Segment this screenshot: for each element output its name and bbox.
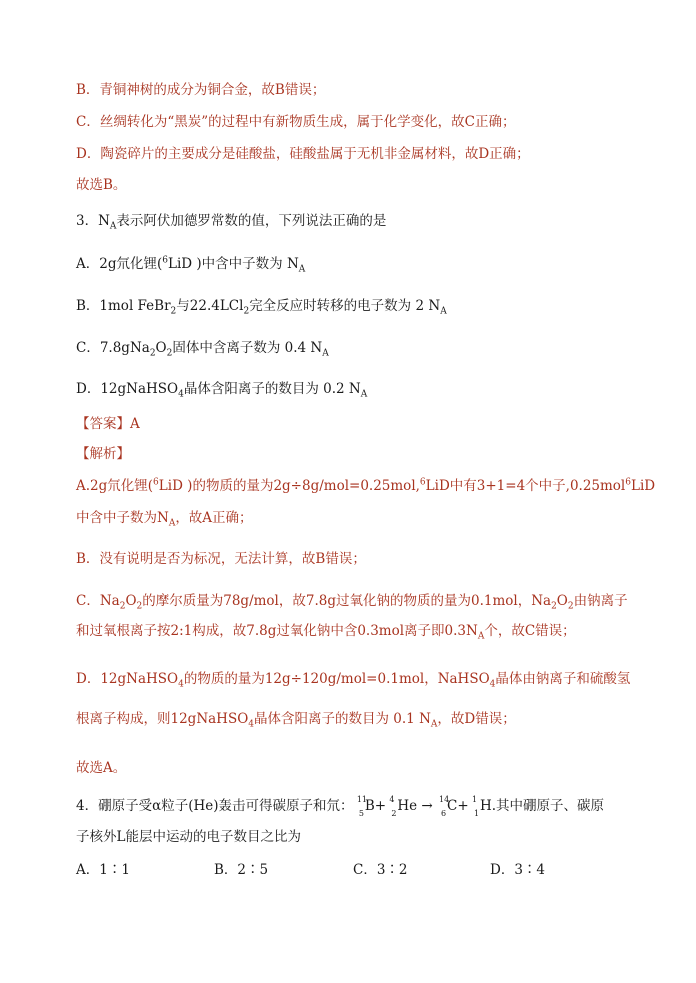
q3-exp-a-line2: 中含中子数为$N_A$，故A正确； [76, 510, 253, 529]
q3-exp-c-line2: 和过氧根离子按2:1构成，故7.8g过氧化钠中含0.3mol离子即$0.3N_A$个，故C错误； [76, 623, 576, 642]
q3-stem: 3．$N_A$表示阿伏加德罗常数的值，下列说法正确的是 [76, 213, 387, 232]
q2-exp-b: B．青铜神树的成分为铜合金，故B错误； [76, 82, 326, 98]
q4-option-c: C．3∶2 [353, 862, 408, 878]
carbon-nuclide: 14 6 C [439, 795, 458, 818]
q3-conclusion: 故选A。 [76, 760, 127, 776]
q2-exp-c: C．丝绸转化为“黑炭”的过程中有新物质生成，属于化学变化，故C正确； [76, 114, 516, 130]
q2-conclusion: 故选B。 [76, 177, 127, 193]
q3-analysis-label: 【解析】 [76, 446, 130, 462]
q3-exp-c-line1: C．$Na_2O_2$的摩尔质量为78g/mol，故7.8g过氧化钠的物质的量为0.1mol，$Na_2O_2$由钠离子 [76, 593, 628, 612]
helium-nuclide: 4 2 He [389, 795, 418, 818]
q4-option-b: B．2∶5 [214, 862, 269, 878]
q3-option-b: B．1mol FeBr$_2$与22.4LCl$_2$完全反应时转移的电子数为 2 $N_A$ [76, 298, 447, 317]
q3-option-a: A．2g氘化锂($^6$LiD )中含中子数为 $N_A$ [76, 255, 306, 275]
q4-option-d: D．3∶4 [490, 862, 546, 878]
q3-answer: 【答案】A [76, 416, 140, 432]
q4-stem-line1: 4．硼原子受α粒子(He)轰击可得碳原子和氘： 11 5 B+ 4 2 He → 14 6 C+ 1 1 H.其中硼原子、碳原 [76, 795, 605, 818]
hydrogen-nuclide: 1 1 H [471, 795, 492, 818]
q3-exp-d-line1: D．12gNaHSO$_4$的物质的量为12g÷120g/mol=0.1mol，NaHSO$_4$晶体由钠离子和硫酸氢 [76, 671, 631, 690]
q3-exp-b: B．没有说明是否为标况，无法计算，故B错误； [76, 551, 366, 567]
q2-exp-d: D．陶瓷碎片的主要成分是硅酸盐，硅酸盐属于无机非金属材料，故D正确； [76, 146, 530, 162]
q3-exp-a-line1: A.2g氘化锂($^6$LiD )的物质的量为2g÷8g/mol=0.25mol,$^6$LiD中有3+1=4个中子,0.25mol$^6$LiD [76, 477, 656, 494]
q4-stem-line2: 子核外L能层中运动的电子数目之比为 [76, 829, 301, 845]
q4-option-a: A．1∶1 [76, 862, 130, 878]
boron-nuclide: 11 5 B [356, 795, 375, 818]
q3-exp-d-line2: 根离子构成，则12gNaHSO$_4$晶体含阳离子的数目为 0.1 $N_A$，故D错误； [76, 711, 516, 730]
q3-option-c: C．$7.8gNa_2O_2$固体中含离子数为 0.4 $N_A$ [76, 340, 329, 359]
q3-option-d: D．12gNaHSO$_4$晶体含阳离子的数目为 0.2 $N_A$ [76, 381, 368, 400]
